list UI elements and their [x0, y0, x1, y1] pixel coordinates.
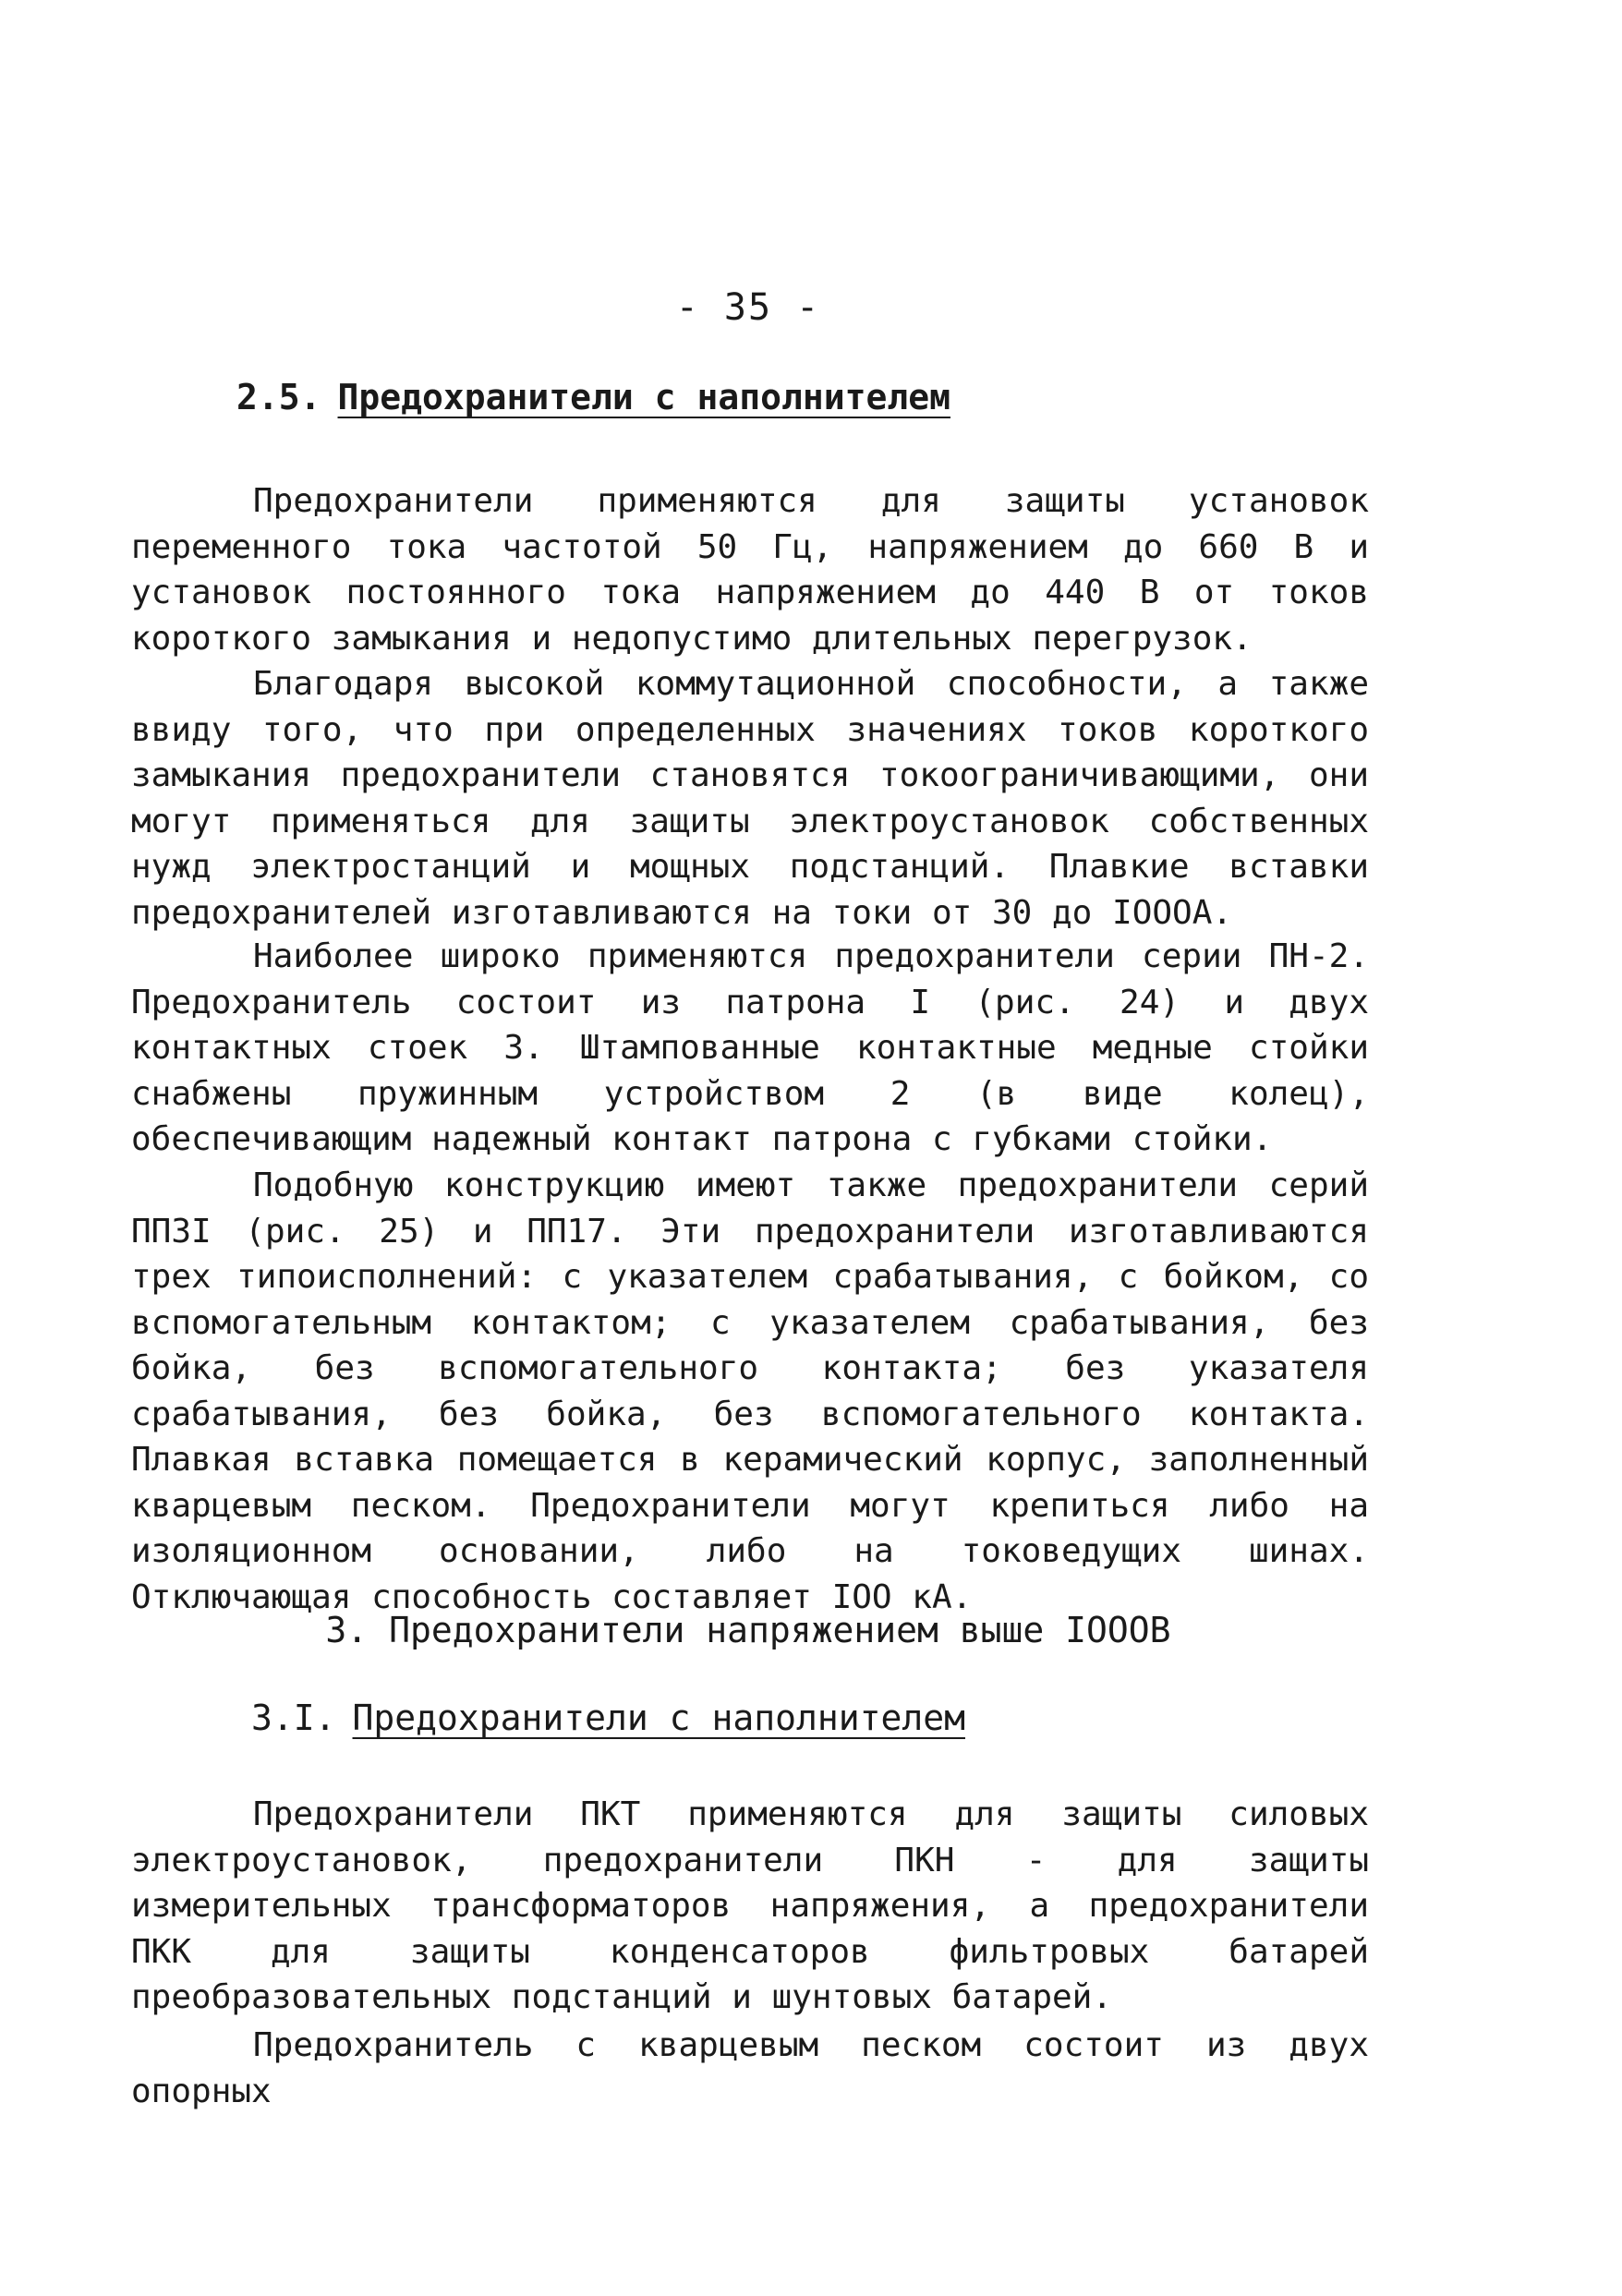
- section-number: 2.5.: [236, 377, 321, 417]
- paragraph: Подобную конструкцию имеют также предохранители серий ПП3I (рис. 25) и ПП17. Эти предохранители изготавливаются трех типоисполнений: с указателем срабатывания, с бойком, со вспомогательным контактом; с указателем срабатывания, без бойка, без вспомогательного контакта; без указателя срабатывания, без бойка, без вспомогательного контакта. Плавкая вставка помещается в керамический корпус, заполненный кварцевым песком. Предохранители могут крепиться либо на изоляционном основании, либо на токоведущих шинах. Отключающая способность составляет IOO кА.: [131, 1166, 1369, 1616]
- section-number: 3.I.: [251, 1698, 336, 1738]
- paragraph: Благодаря высокой коммутационной способности, а также ввиду того, что при определенных значениях токов короткого замыкания предохранители становятся токоограничивающими, они могут применяться для защиты электроустановок собственных нужд электростанций и мощных подстанций. Плавкие вставки предохранителей изготавливаются на токи от 30 до IOOOA.: [131, 665, 1369, 932]
- section-heading-2-5: [236, 377, 950, 417]
- paragraph: Предохранители ПКТ применяются для защиты силовых электроустановок, предохранители ПКН - для защиты измерительных трансформаторов напряжения, а предохранители ПКК для защиты конденсаторов фильтровых батарей преобразовательных подстанций и шунтовых батарей.: [131, 1795, 1369, 2016]
- paragraph: Предохранитель с кварцевым песком состоит из двух опорных: [131, 2026, 1369, 2110]
- chapter-number: 3.: [325, 1610, 369, 1650]
- section-title: Предохранители с наполнителем: [352, 1698, 965, 1738]
- chapter-heading-3: [0, 1610, 1496, 1650]
- paragraph: Наиболее широко применяются предохранители серии ПН-2. Предохранитель состоит из патрона I (рис. 24) и двух контактных стоек 3. Штампованные контактные медные стойки снабжены пружинным устройством 2 (в виде колец), обеспечивающим надежный контакт патрона с губками стойки.: [131, 937, 1369, 1158]
- chapter-title: Предохранители напряжением выше IOOOВ: [389, 1610, 1171, 1650]
- paragraph: Предохранители применяются для защиты установок переменного тока частотой 50 Гц, напряжением до 660 В и установок постоянного тока напряжением до 440 В от токов короткого замыкания и недопустимо длительных перегрузок.: [131, 482, 1369, 658]
- page-number: - 35 -: [675, 286, 821, 329]
- section-title: Предохранители с наполнителем: [337, 377, 950, 417]
- section-heading-3-1: [251, 1698, 965, 1738]
